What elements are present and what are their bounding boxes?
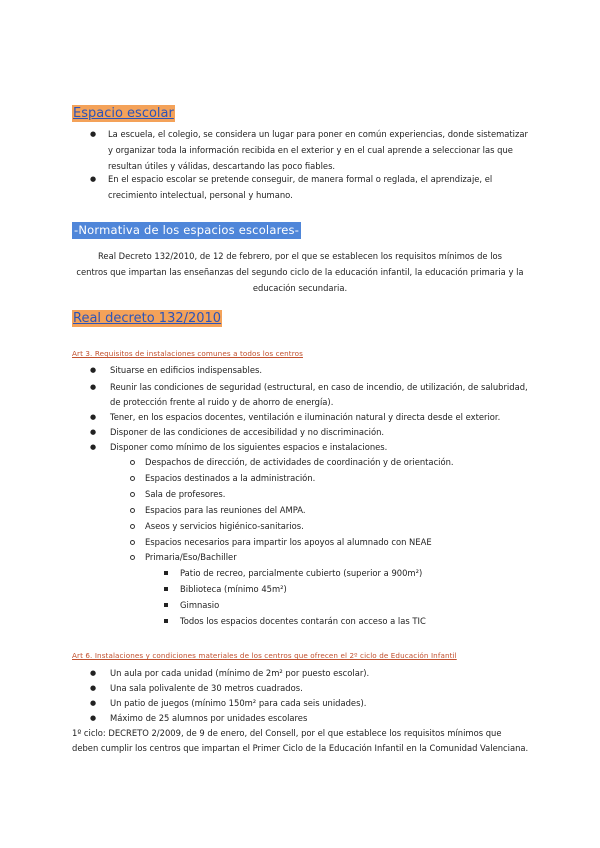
bullet-dot: ● — [90, 669, 97, 677]
sub-bullet — [130, 460, 135, 465]
sub-bullet — [130, 540, 135, 545]
bullet-text: y organizar toda la información recibida en el exterior y en el cual aprende a seleccionar las que — [108, 145, 513, 155]
heading-art3: Art 3. Requisitos de instalaciones comunes a todos los centros — [72, 349, 303, 358]
bullet-text: Un aula por cada unidad (mínimo de 2m² por puesto escolar). — [110, 668, 370, 678]
bullet-dot: ● — [90, 714, 97, 722]
bullet-dot: ● — [90, 684, 97, 692]
bullet-text: de protección frente al ruido y de ahorro de energía). — [110, 397, 334, 407]
bullet-text: resultan útiles y válidas, descartando las poco fiables. — [108, 161, 336, 171]
sub-bullet-text: Aseos y servicios higiénico-sanitarios. — [145, 521, 304, 531]
bullet-dot: ● — [90, 699, 97, 707]
normativa-paragraph — [72, 248, 528, 296]
bullet-dot: ● — [90, 413, 97, 421]
bullet-text: Situarse en edificios indispensables. — [110, 365, 262, 375]
subsub-bullet-text: Gimnasio — [180, 600, 220, 610]
note-line: deben cumplir los centros que impartan el Primer Ciclo de la Educación Infantil en la Comunidad Valenciana. — [72, 743, 529, 753]
bullet-text: Un patio de juegos (mínimo 150m² para cada seis unidades). — [110, 698, 367, 708]
sub-bullet-text: Espacios destinados a la administración. — [145, 473, 316, 483]
sub-bullet — [130, 555, 135, 560]
subsub-bullet-text: Todos los espacios docentes contarán con acceso a las TIC — [180, 616, 426, 626]
sub-bullet — [130, 524, 135, 529]
subsub-bullet — [164, 571, 168, 575]
subsub-bullet — [164, 603, 168, 607]
note-line: 1º ciclo: DECRETO 2/2009, de 9 de enero, del Consell, por el que establece los requisitos mínimos que — [72, 728, 502, 738]
bullet-text: Máximo de 25 alumnos por unidades escolares — [110, 713, 308, 723]
sub-bullet-text: Espacios necesarios para impartir los apoyos al alumnado con NEAE — [145, 537, 432, 547]
sub-bullet — [130, 476, 135, 481]
sub-bullet-text: Primaria/Eso/Bachiller — [145, 552, 237, 562]
sub-bullet-text: Espacios para las reuniones del AMPA. — [145, 505, 306, 515]
subsub-bullet-text: Biblioteca (mínimo 45m²) — [180, 584, 287, 594]
subsub-bullet-text: Patio de recreo, parcialmente cubierto (superior a 900m²) — [180, 568, 423, 578]
bullet-dot: ● — [90, 366, 97, 374]
bullet-text: Una sala polivalente de 30 metros cuadrados. — [110, 683, 303, 693]
paragraph-line: Real Decreto 132/2010, de 12 de febrero, por el que se establecen los requisitos mínimos de los — [97, 251, 503, 261]
subsub-bullet — [164, 619, 168, 623]
bullet-dot: ● — [90, 175, 97, 183]
heading-real-decreto: Real decreto 132/2010 — [73, 311, 222, 326]
sub-bullet-text: Sala de profesores. — [145, 489, 226, 499]
sub-bullet — [130, 508, 135, 513]
bullet-text: Disponer de las condiciones de accesibilidad y no discriminación. — [110, 427, 385, 437]
subsub-bullet — [164, 587, 168, 591]
bullet-dot: ● — [90, 130, 97, 138]
sub-bullet — [130, 492, 135, 497]
bullet-text: En el espacio escolar se pretende conseguir, de manera formal o reglada, el aprendizaje, el — [108, 174, 493, 184]
paragraph-line: centros que impartan las enseñanzas del segundo ciclo de la educación infantil, la educación primaria y la — [76, 267, 524, 277]
bullet-text: Reunir las condiciones de seguridad (estructural, en caso de incendio, de utilización, de salubridad, — [110, 382, 528, 392]
bullet-dot: ● — [90, 428, 97, 436]
bullet-text: Tener, en los espacios docentes, ventilación e iluminación natural y directa desde el exterior. — [110, 412, 501, 422]
heading-espacio-escolar: Espacio escolar — [73, 106, 174, 121]
bullet-text: crecimiento intelectual, personal y humano. — [108, 190, 293, 200]
sub-bullet-text: Despachos de dirección, de actividades de coordinación y de orientación. — [145, 457, 454, 467]
heading-art6: Art 6. Instalaciones y condiciones materiales de los centros que ofrecen el 2º ciclo de Educación Infantil — [72, 651, 457, 660]
bullet-text: Disponer como mínimo de los siguientes espacios e instalaciones. — [110, 442, 388, 452]
heading-normativa: -Normativa de los espacios escolares- — [74, 223, 300, 237]
bullet-dot: ● — [90, 383, 97, 391]
bullet-dot: ● — [90, 443, 97, 451]
paragraph-line: educación secundaria. — [252, 283, 348, 293]
bullet-text: La escuela, el colegio, se considera un lugar para poner en común experiencias, donde sistematizar — [108, 129, 528, 139]
